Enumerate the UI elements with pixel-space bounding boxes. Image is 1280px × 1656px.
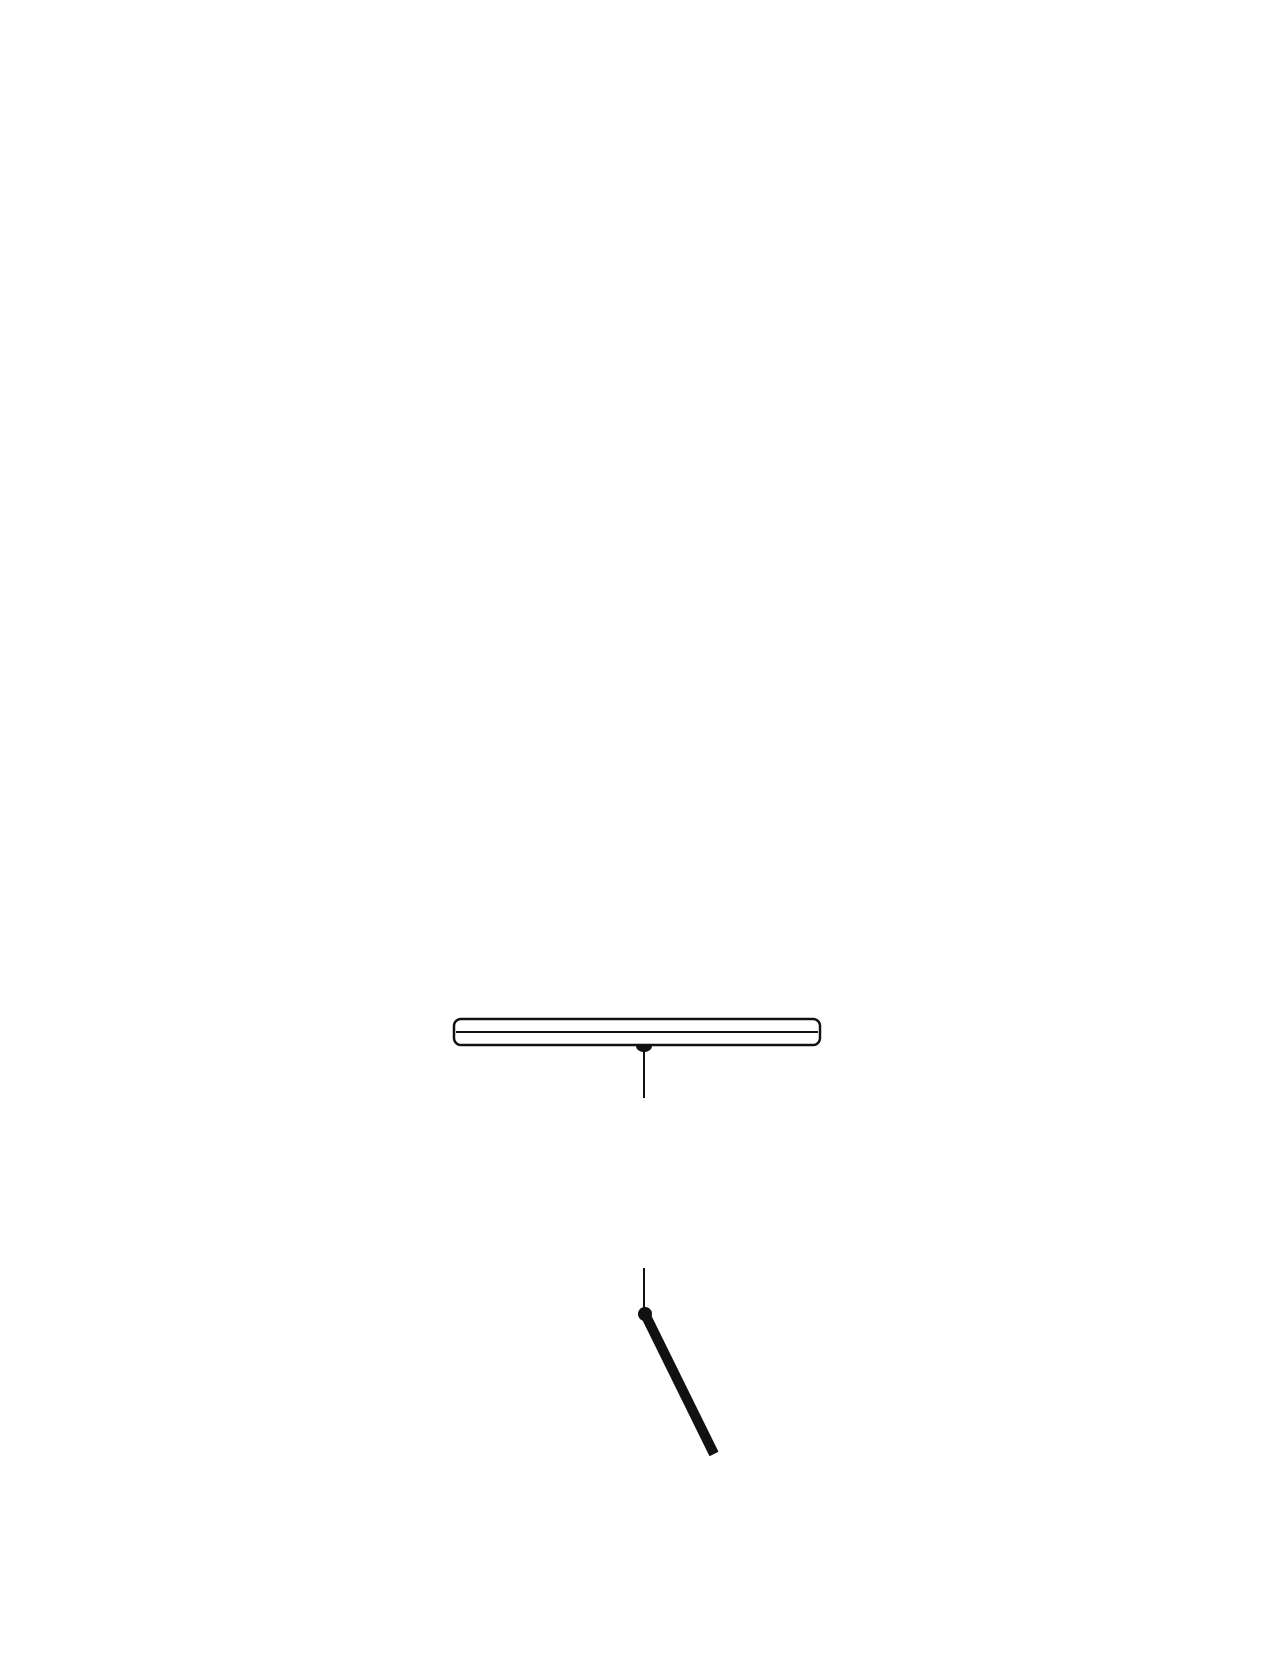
bar bbox=[645, 1314, 714, 1454]
ceiling-support bbox=[454, 1019, 820, 1045]
